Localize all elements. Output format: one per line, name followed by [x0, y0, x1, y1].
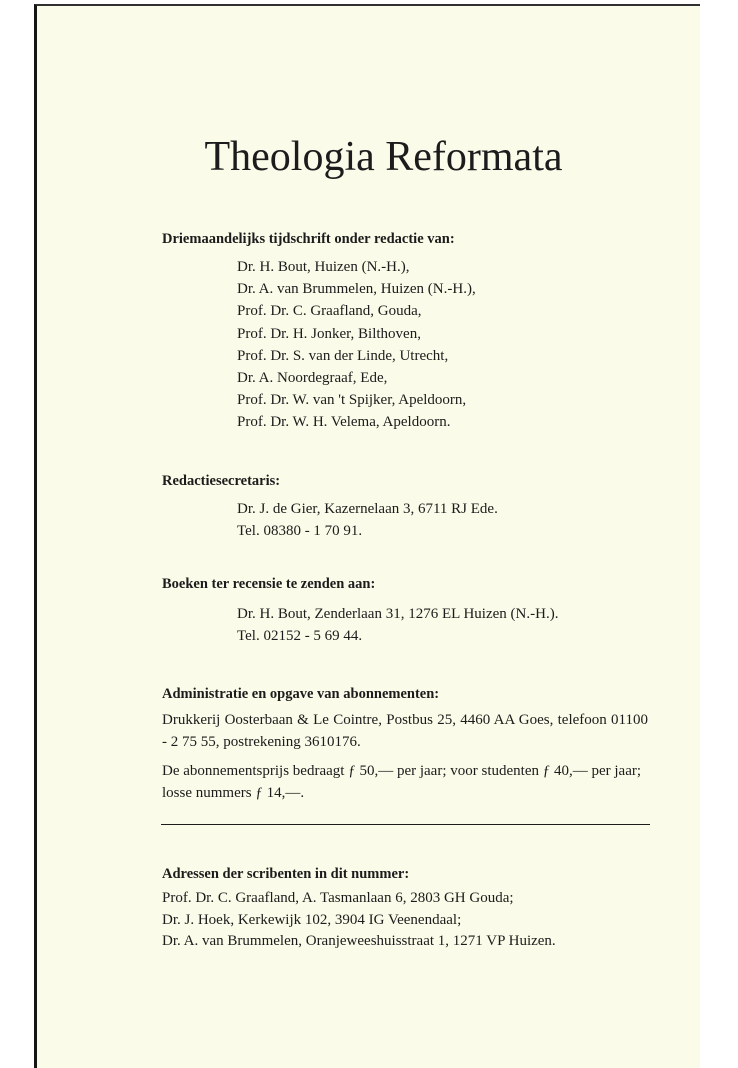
secretary-phone: Tel. 08380 - 1 70 91. — [237, 523, 363, 540]
reviews-heading: Boeken ter recensie te zenden aan: — [162, 576, 376, 592]
journal-title: Theologia Reformata — [204, 134, 563, 180]
subscription-prices: De abonnementsprijs bedraagt ƒ 50,— per jaar; voor studenten ƒ 40,— per jaar; losse nummers ƒ 14,—. — [162, 763, 642, 801]
divider — [161, 824, 650, 825]
reviews-info — [237, 603, 558, 647]
secretary-info — [237, 498, 498, 542]
editors-list — [237, 256, 476, 434]
editor-name: Prof. Dr. W. van 't Spijker, Apeldoorn, — [237, 392, 467, 409]
secretary-heading: Redactiesecretaris: — [162, 473, 281, 489]
administration-heading: Administratie en opgave van abonnementen: — [162, 686, 440, 702]
editor-name: Dr. A. van Brummelen, Huizen (N.-H.), — [237, 281, 476, 298]
author-address: Dr. J. Hoek, Kerkewijk 102, 3904 IG Veenendaal; — [162, 911, 462, 928]
authors-heading: Adressen der scribenten in dit nummer: — [162, 866, 410, 882]
editor-name: Dr. A. Noordegraaf, Ede, — [237, 370, 388, 387]
editors-heading: Driemaandelijks tijdschrift onder redactie van: — [162, 231, 455, 247]
reviews-address: Dr. H. Bout, Zenderlaan 31, 1276 EL Huizen (N.-H.). — [237, 606, 559, 622]
administration-address: Drukkerij Oosterbaan & Le Cointre, Postbus 25, 4460 AA Goes, telefoon 01100 - 2 75 55, postrekening 3610176. — [162, 712, 648, 750]
authors-list — [162, 888, 556, 953]
page — [34, 4, 700, 1068]
author-address: Prof. Dr. C. Graafland, A. Tasmanlaan 6, 2803 GH Gouda; — [162, 890, 514, 906]
editor-name: Prof. Dr. W. H. Velema, Apeldoorn. — [237, 414, 451, 431]
author-address: Dr. A. van Brummelen, Oranjeweeshuisstraat 1, 1271 VP Huizen. — [162, 933, 556, 949]
editor-name: Prof. Dr. C. Graafland, Gouda, — [237, 303, 422, 320]
reviews-phone: Tel. 02152 - 5 69 44. — [237, 628, 363, 645]
editor-name: Dr. H. Bout, Huizen (N.-H.), — [237, 259, 410, 275]
editor-name: Prof. Dr. H. Jonker, Bilthoven, — [237, 325, 421, 342]
editor-name: Prof. Dr. S. van der Linde, Utrecht, — [237, 347, 449, 364]
secretary-address: Dr. J. de Gier, Kazernelaan 3, 6711 RJ Ede. — [237, 501, 498, 517]
